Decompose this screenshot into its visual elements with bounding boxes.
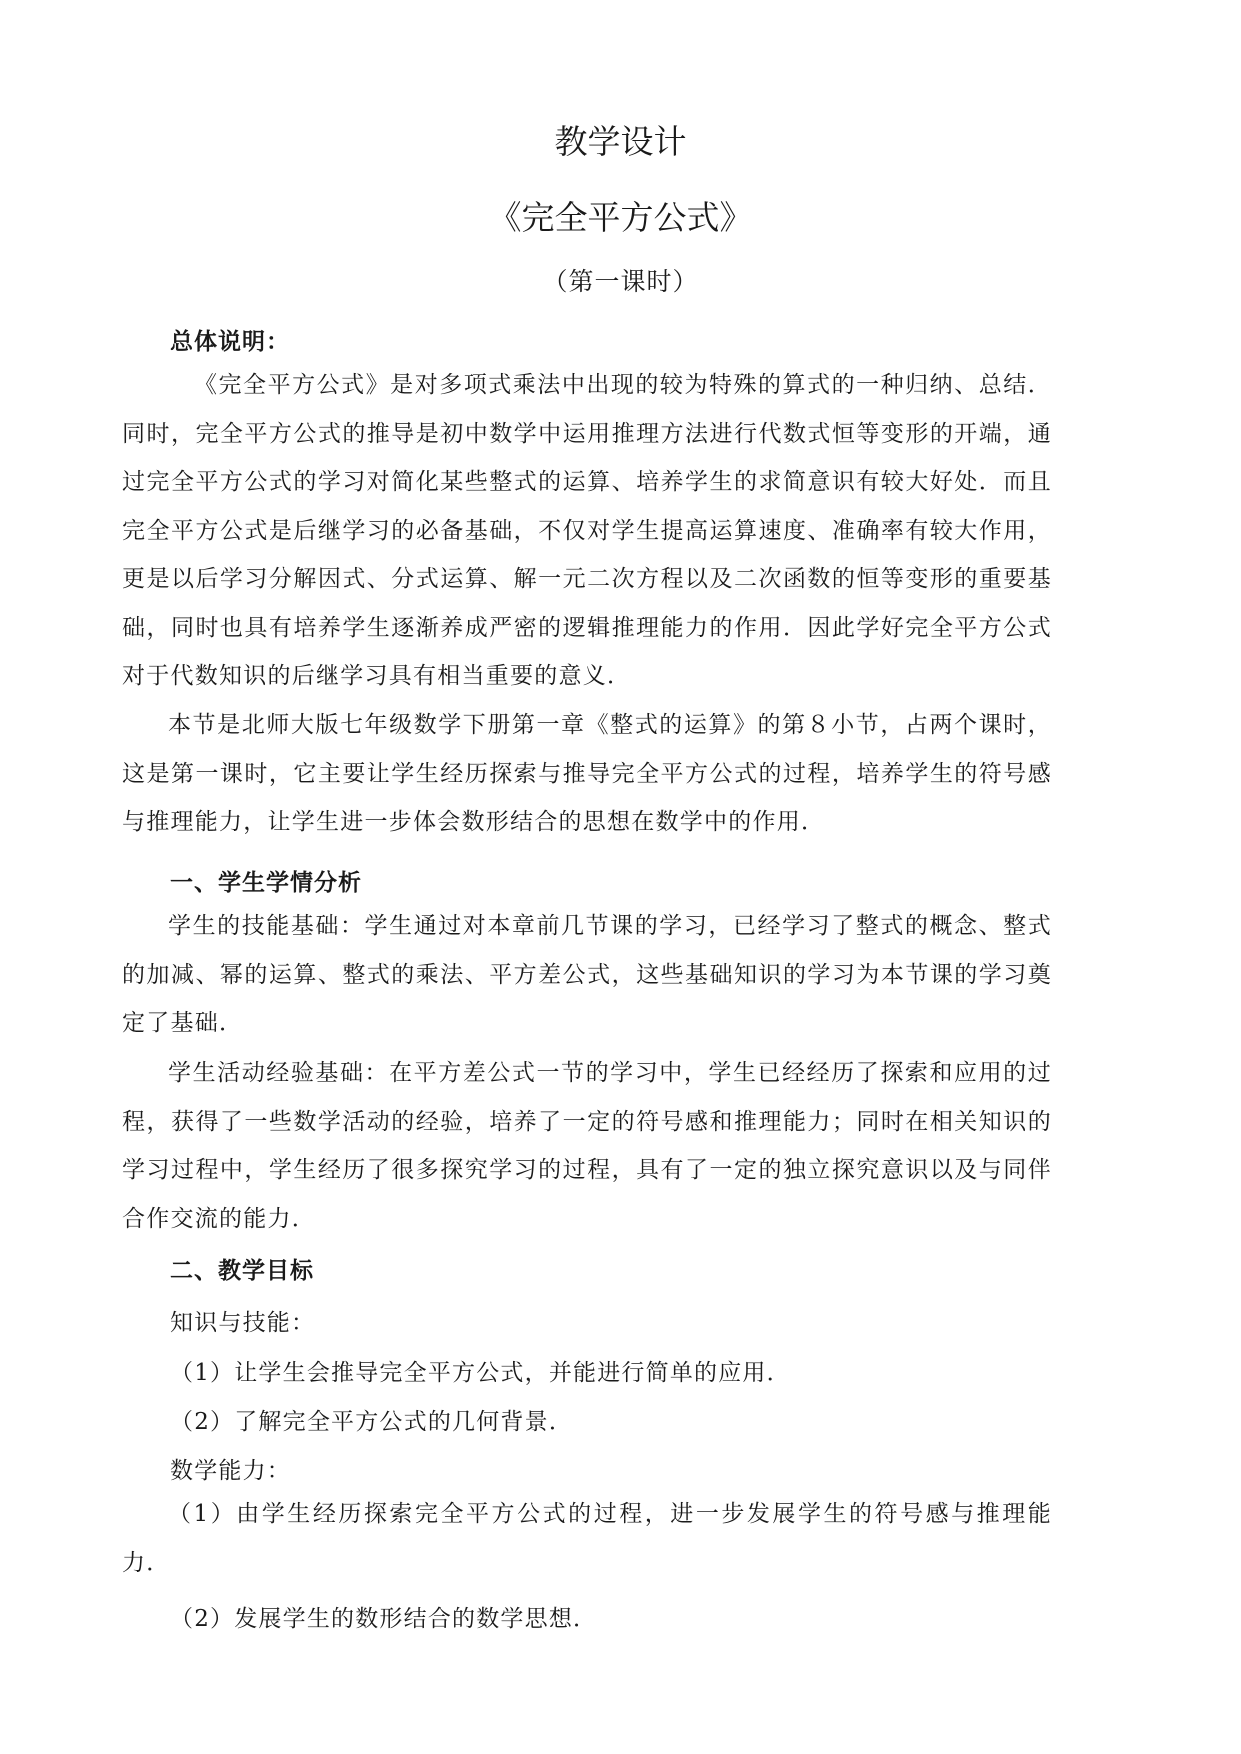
overview-paragraph-2: 本节是北师大版七年级数学下册第一章《整式的运算》的第８小节，占两个课时，这是第一课时，它主要让学生经历探索与推导完全平方公式的过程，培养学生的符号感与推理能力，让学生进一步体会数形结合的思想在数学中的作用． <box>122 712 1052 835</box>
overview-paragraph-1: 《完全平方公式》是对多项式乘法中出现的较为特殊的算式的一种归纳、总结．同时，完全平方公式的推导是初中数学中运用推理方法进行代数式恒等变形的开端，通过完全平方公式的学习对简化某些整式的运算、培养学生的求简意识有较大好处．而且完全平方公式是后继学习的必备基础，不仅对学生提高运算速度、准确率有较大作用，更是以后学习分解因式、分式运算、解一元二次方程以及二次函数的恒等变形的重要基础，同时也具有培养学生逐渐养成严密的逻辑推理能力的作用．因此学好完全平方公式对于代数知识的后继学习具有相当重要的意义． <box>122 372 1052 689</box>
section-1-paragraph-1: 学生的技能基础：学生通过对本章前几节课的学习，已经学习了整式的概念、整式的加减、幂的运算、整式的乘法、平方差公式，这些基础知识的学习为本节课的学习奠定了基础． <box>122 913 1052 1036</box>
section-1-paragraph-2: 学生活动经验基础：在平方差公式一节的学习中，学生已经经历了探索和应用的过程，获得了一些数学活动的经验，培养了一定的符号感和推理能力；同时在相关知识的学习过程中，学生经历了很多探究学习的过程，具有了一定的独立探究意识以及与同伴合作交流的能力． <box>122 1060 1052 1232</box>
section-1-heading: 一、学生学情分析 <box>170 870 362 896</box>
document-title: 教学设计 <box>554 122 687 161</box>
knowledge-item-2: （2）了解完全平方公式的几何背景． <box>170 1409 574 1435</box>
knowledge-item-1: （1）让学生会推导完全平方公式，并能进行简单的应用． <box>170 1360 791 1386</box>
section-2-heading: 二、教学目标 <box>170 1258 314 1284</box>
overview-heading: 总体说明： <box>170 329 290 355</box>
ability-label: 数学能力： <box>170 1458 291 1484</box>
knowledge-label: 知识与技能： <box>170 1310 316 1336</box>
ability-item-2: （2）发展学生的数形结合的数学思想． <box>170 1606 598 1632</box>
ability-item-1: （1）由学生经历探索完全平方公式的过程，进一步发展学生的符号感与推理能力． <box>122 1501 1052 1576</box>
document-subtitle: 《完全平方公式》 <box>488 198 753 237</box>
document-session: （第一课时） <box>542 267 699 296</box>
